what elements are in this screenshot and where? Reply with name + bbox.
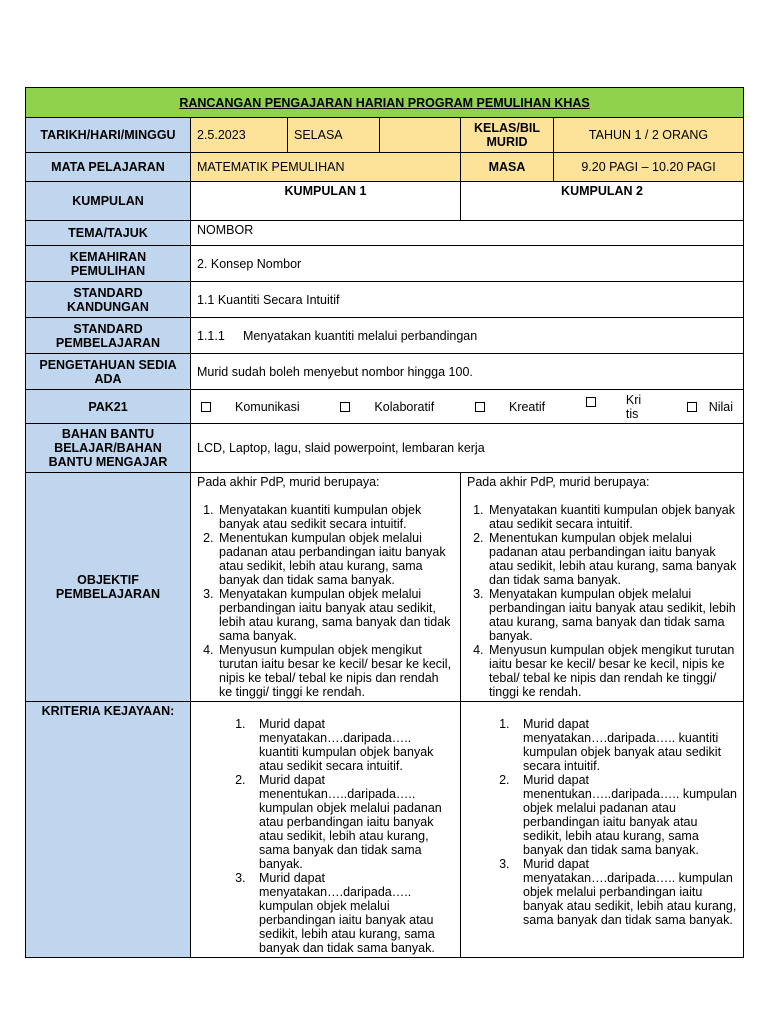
list-item: 2. Murid dapat menentukan…..daripada….. kumpulan objek melalui padanan atau perbandingan iaitu banyak atau sedikit, lebih atau kurang, sama banyak dan tidak sama banyak. bbox=[249, 773, 454, 871]
pak21-komunikasi[interactable]: Komunikasi bbox=[201, 400, 300, 414]
pengetahuan-value: Murid sudah boleh menyebut nombor hingga 100. bbox=[191, 354, 744, 390]
objektif-label: OBJEKTIF PEMBELAJARAN bbox=[26, 473, 191, 702]
kemahiran-value: 2. Konsep Nombor bbox=[191, 246, 744, 282]
kelas-value: TAHUN 1 / 2 ORANG bbox=[554, 118, 744, 153]
list-item: 3. Menyatakan kumpulan objek melalui perbandingan iaitu banyak atau sedikit, lebih atau kurang, sama banyak dan tidak sama banyak. bbox=[487, 587, 737, 643]
standard-kandungan-value: 1.1 Kuantiti Secara Intuitif bbox=[191, 282, 744, 318]
masa-label: MASA bbox=[461, 153, 554, 182]
checkbox-icon[interactable] bbox=[201, 402, 211, 412]
standard-pembelajaran-label: STANDARD PEMBELAJARAN bbox=[26, 318, 191, 354]
day-value: SELASA bbox=[288, 118, 380, 153]
kumpulan-label: KUMPULAN bbox=[26, 182, 191, 221]
objektif-intro: Pada akhir PdP, murid berupaya: bbox=[467, 475, 650, 489]
kumpulan-2-header: KUMPULAN 2 bbox=[461, 182, 744, 221]
date-value: 2.5.2023 bbox=[191, 118, 288, 153]
pengetahuan-label: PENGETAHUAN SEDIA ADA bbox=[26, 354, 191, 390]
standard-pembelajaran-value bbox=[191, 318, 744, 354]
kriteria-group-1 bbox=[191, 702, 461, 958]
objektif-intro: Pada akhir PdP, murid berupaya: bbox=[197, 475, 380, 489]
kelas-label: KELAS/BIL MURID bbox=[461, 118, 554, 153]
mata-pelajaran-label: MATA PELAJARAN bbox=[26, 153, 191, 182]
list-item: 2. Menentukan kumpulan objek melalui padanan atau perbandingan iaitu banyak atau sedikit, lebih atau kurang, sama banyak dan tidak sama banyak. bbox=[217, 531, 454, 587]
kriteria-group-2 bbox=[461, 702, 744, 958]
mata-pelajaran-value: MATEMATIK PEMULIHAN bbox=[191, 153, 461, 182]
objektif-group-1 bbox=[191, 473, 461, 702]
checkbox-icon[interactable] bbox=[340, 402, 350, 412]
bahan-label: BAHAN BANTU BELAJAR/BAHAN BANTU MENGAJAR bbox=[26, 424, 191, 473]
list-item: 4. Menyusun kumpulan objek mengikut turutan iaitu besar ke kecil/ besar ke kecil, nipis ke tebal/ tebal ke nipis dan rendah ke tinggi/ tinggi ke rendah. bbox=[487, 643, 737, 699]
list-item: 3. Murid dapat menyatakan….daripada….. kumpulan objek melalui perbandingan iaitu banyak atau sedikit, lebih atau kurang, sama banyak dan tidak sama banyak. bbox=[249, 871, 454, 955]
checkbox-icon[interactable] bbox=[586, 397, 596, 407]
list-item: 2. Murid dapat menentukan…..daripada….. kumpulan objek melalui padanan atau perbandingan iaitu banyak atau sedikit, lebih atau kurang, sama banyak dan tidak sama banyak. bbox=[513, 773, 737, 857]
pak21-label: PAK21 bbox=[26, 390, 191, 424]
kemahiran-label: KEMAHIRAN PEMULIHAN bbox=[26, 246, 191, 282]
checkbox-icon[interactable] bbox=[687, 402, 697, 412]
list-item: 1. Murid dapat menyatakan….daripada….. kuantiti kumpulan objek banyak atau sedikit secara intuitif. bbox=[249, 717, 454, 773]
list-item: 1. Menyatakan kuantiti kumpulan objek banyak atau sedikit secara intuitif. bbox=[487, 503, 737, 531]
kriteria-label: KRITERIA KEJAYAAN: bbox=[26, 702, 191, 958]
objektif-group-2 bbox=[461, 473, 744, 702]
bahan-value: LCD, Laptop, lagu, slaid powerpoint, lembaran kerja bbox=[191, 424, 744, 473]
pak21-kolaboratif[interactable]: Kolaboratif bbox=[340, 400, 434, 414]
list-item: 3. Murid dapat menyatakan….daripada….. kumpulan objek melalui perbandingan iaitu banyak atau sedikit, lebih atau kurang, sama banyak dan tidak sama banyak. bbox=[513, 857, 737, 927]
pak21-nilai[interactable]: Nilai bbox=[687, 400, 733, 414]
list-item: 3. Menyatakan kumpulan objek melalui perbandingan iaitu banyak atau sedikit, lebih atau kurang, sama banyak dan tidak sama banyak. bbox=[217, 587, 454, 643]
lesson-plan-table bbox=[25, 87, 744, 958]
masa-value: 9.20 PAGI – 10.20 PAGI bbox=[554, 153, 744, 182]
sp-number: 1.1.1 bbox=[197, 328, 225, 343]
list-item: 1. Murid dapat menyatakan….daripada….. kuantiti kumpulan objek banyak atau sedikit secara intuitif. bbox=[513, 717, 737, 773]
week-value bbox=[380, 118, 461, 153]
pak21-options bbox=[191, 390, 744, 424]
standard-kandungan-label: STANDARD KANDUNGAN bbox=[26, 282, 191, 318]
page-title: RANCANGAN PENGAJARAN HARIAN PROGRAM PEMULIHAN KHAS bbox=[26, 88, 744, 118]
list-item: 2. Menentukan kumpulan objek melalui padanan atau perbandingan iaitu banyak atau sedikit, lebih atau kurang, sama banyak dan tidak sama banyak. bbox=[487, 531, 737, 587]
list-item: 4. Menyusun kumpulan objek mengikut turutan iaitu besar ke kecil/ besar ke kecil, nipis ke tebal/ tebal ke nipis dan rendah ke tinggi/ tinggi ke rendah. bbox=[217, 643, 454, 699]
list-item: 1. Menyatakan kuantiti kumpulan objek banyak atau sedikit secara intuitif. bbox=[217, 503, 454, 531]
tarikh-label: TARIKH/HARI/MINGGU bbox=[26, 118, 191, 153]
tema-label: TEMA/TAJUK bbox=[26, 221, 191, 246]
sp-text: Menyatakan kuantiti melalui perbandingan bbox=[243, 328, 478, 343]
kumpulan-1-header: KUMPULAN 1 bbox=[191, 182, 461, 221]
pak21-kreatif[interactable]: Kreatif bbox=[475, 400, 545, 414]
checkbox-icon[interactable] bbox=[475, 402, 485, 412]
pak21-kritis[interactable]: Kri tis bbox=[586, 393, 646, 421]
tema-value: NOMBOR bbox=[191, 221, 744, 246]
